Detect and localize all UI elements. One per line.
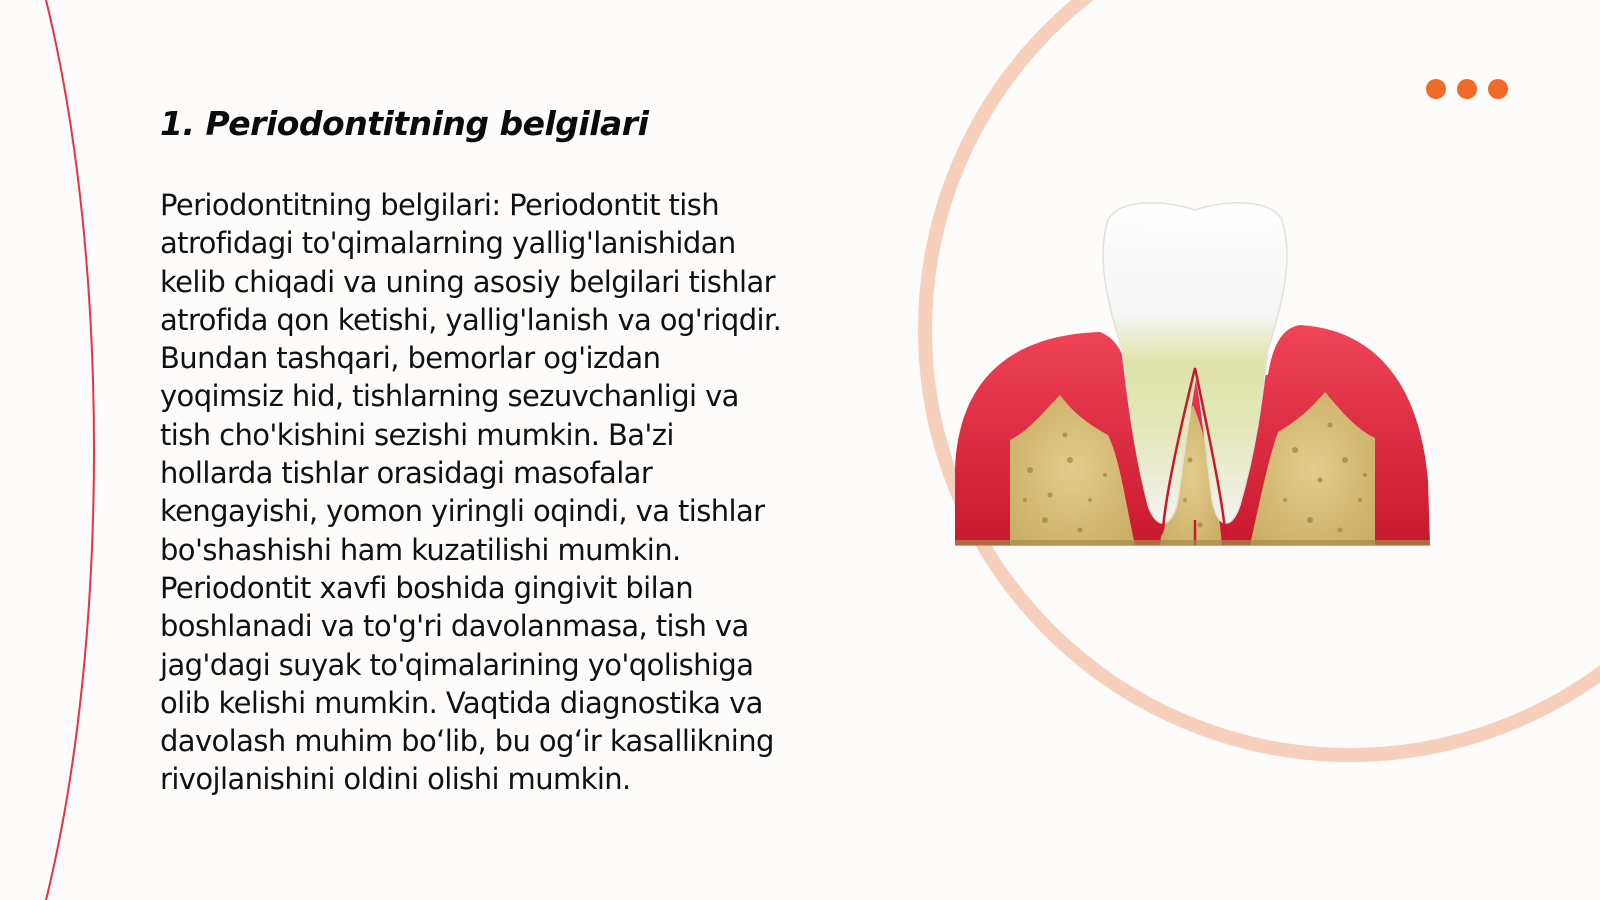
body-line: atrofida qon ketishi, yallig'lanish va og'riqdir. bbox=[160, 302, 782, 337]
body-line: atrofidagi to'qimalarning yallig'lanishidan bbox=[160, 226, 736, 261]
slide-title: 1. Periodontitning belgilari bbox=[160, 104, 649, 143]
body-line: kelib chiqadi va uning asosiy belgilari tishlar bbox=[160, 264, 775, 299]
dot bbox=[1488, 79, 1508, 99]
body-line: hollarda tishlar orasidagi masofalar bbox=[160, 456, 653, 491]
slide-body-text bbox=[160, 186, 840, 799]
body-line: Periodontitning belgilari: Periodontit tish bbox=[160, 188, 720, 222]
left-red-arc bbox=[46, 0, 94, 900]
body-line: rivojlanishini oldini olishi mumkin. bbox=[160, 762, 631, 797]
body-line: tish cho'kishini sezishi mumkin. Ba'zi bbox=[160, 417, 674, 452]
tooth-periodontitis-illustration bbox=[950, 200, 1445, 560]
body-line: Periodontit xavfi boshida gingivit bilan bbox=[160, 570, 694, 605]
more-dots-icon bbox=[1426, 79, 1508, 99]
body-line: boshlanadi va to'g'ri davolanmasa, tish va bbox=[160, 609, 749, 644]
body-line: Bundan tashqari, bemorlar og'izdan bbox=[160, 341, 661, 376]
body-line: kengayishi, yomon yiringli oqindi, va tishlar bbox=[160, 494, 765, 529]
body-line: yoqimsiz hid, tishlarning sezuvchanligi va bbox=[160, 379, 739, 414]
body-line: jag'dagi suyak to'qimalarining yo'qolishiga bbox=[160, 647, 754, 682]
dot bbox=[1457, 79, 1477, 99]
base-shadow bbox=[955, 540, 1430, 546]
body-line: davolash muhim bo‘lib, bu og‘ir kasallikning bbox=[160, 724, 774, 759]
body-line: olib kelishi mumkin. Vaqtida diagnostika va bbox=[160, 685, 763, 720]
dot bbox=[1426, 79, 1446, 99]
body-line: bo'shashishi ham kuzatilishi mumkin. bbox=[160, 532, 681, 567]
